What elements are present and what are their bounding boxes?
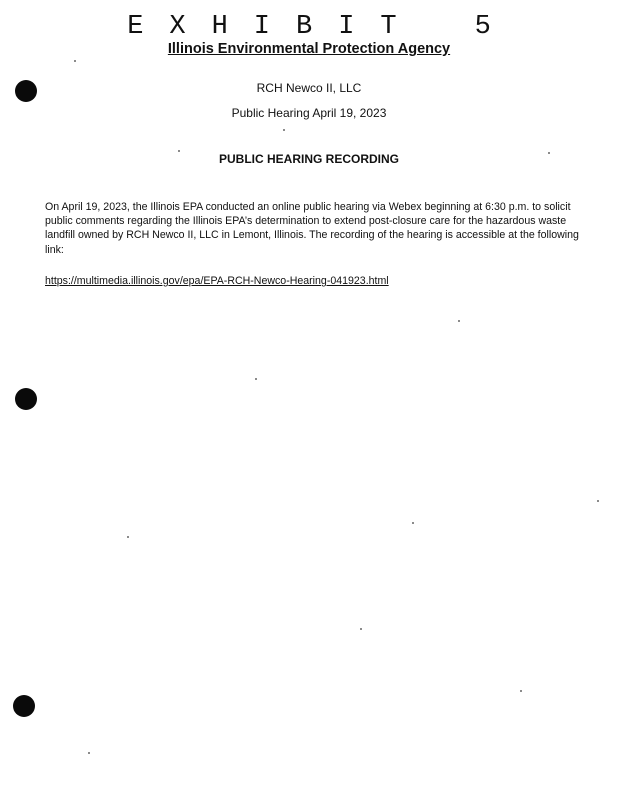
body-paragraph: On April 19, 2023, the Illinois EPA conducted an online public hearing via Webex beginning at 6:30 p.m. to solicit public comments regarding the Illinois EPA’s determination to extend post-closure care for the hazardous waste landfill owned by RCH Newco II, LLC in Lemont, Illinois. The recording of the hearing is accessible at the following link: bbox=[45, 201, 579, 256]
scan-speck bbox=[127, 536, 129, 538]
exhibit-letter: B bbox=[296, 12, 313, 42]
scan-speck bbox=[520, 690, 522, 692]
scan-speck bbox=[283, 129, 285, 131]
scan-speck bbox=[360, 628, 362, 630]
scan-speck bbox=[178, 150, 180, 152]
scan-speck bbox=[255, 378, 257, 380]
scan-speck bbox=[412, 522, 414, 524]
punch-hole bbox=[15, 80, 37, 102]
agency-name: Illinois Environmental Protection Agency bbox=[167, 41, 451, 57]
exhibit-letter: T bbox=[380, 12, 397, 42]
punch-hole bbox=[13, 695, 35, 717]
company-name: RCH Newco II, LLC bbox=[256, 81, 362, 95]
punch-hole bbox=[15, 388, 37, 410]
scan-speck bbox=[597, 500, 599, 502]
scan-speck bbox=[74, 60, 76, 62]
exhibit-heading bbox=[0, 12, 618, 42]
exhibit-letter: I bbox=[253, 12, 270, 42]
exhibit-number: 5 bbox=[474, 12, 491, 42]
scan-speck bbox=[458, 320, 460, 322]
scan-speck bbox=[548, 152, 550, 154]
hearing-date: Public Hearing April 19, 2023 bbox=[231, 106, 387, 120]
exhibit-letter: H bbox=[211, 12, 228, 42]
recording-link[interactable]: https://multimedia.illinois.gov/epa/EPA-RCH-Newco-Hearing-041923.html bbox=[45, 275, 389, 287]
section-title: PUBLIC HEARING RECORDING bbox=[218, 152, 399, 166]
exhibit-letter: E bbox=[127, 12, 144, 42]
exhibit-letter: X bbox=[169, 12, 186, 42]
scan-speck bbox=[88, 752, 90, 754]
exhibit-letter: I bbox=[338, 12, 355, 42]
